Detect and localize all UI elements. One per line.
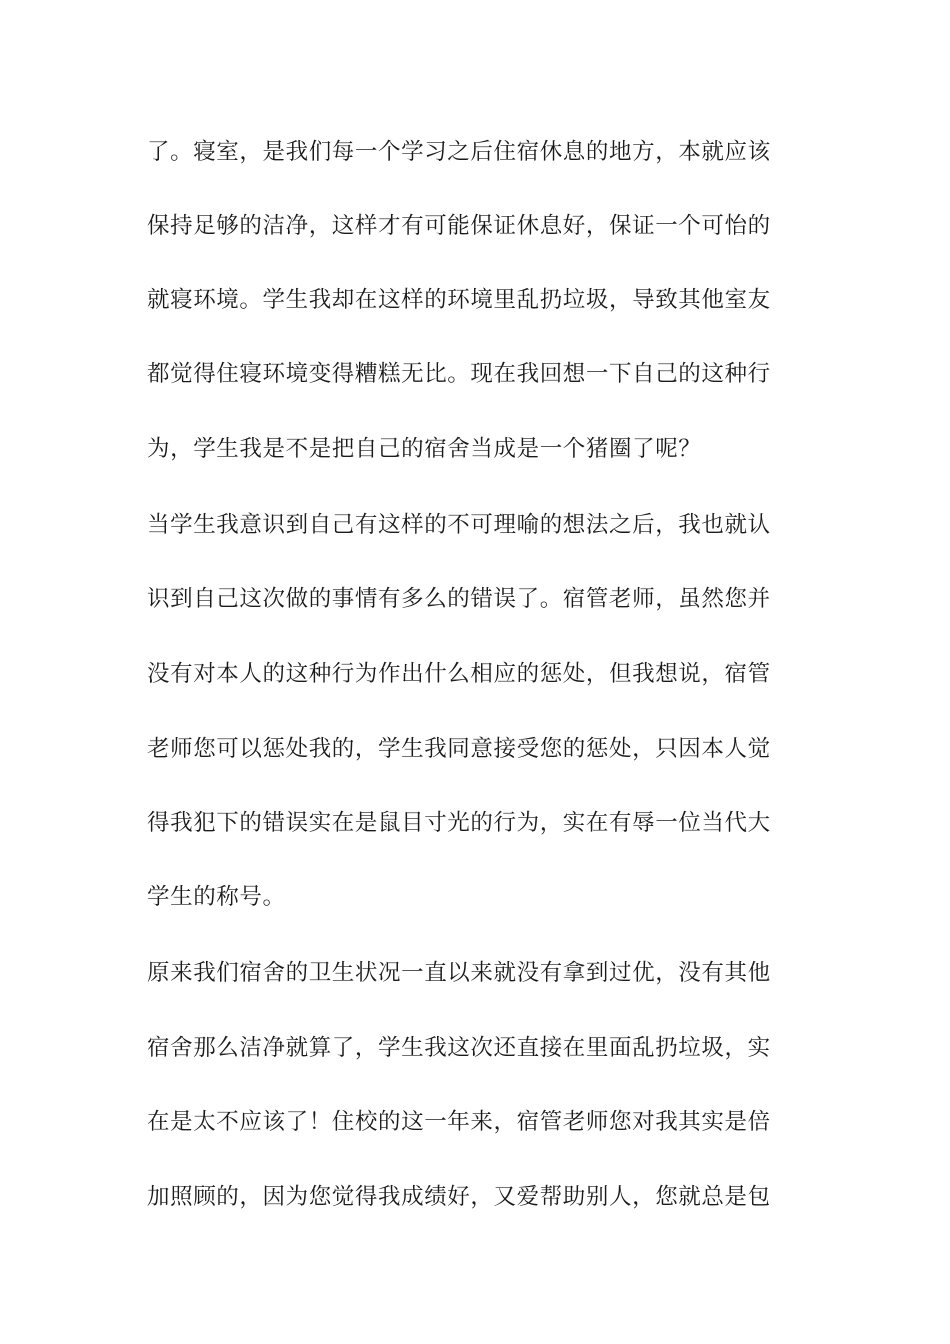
text-line: 老师您可以惩处我的，学生我同意接受您的惩处，只因本人觉	[147, 736, 771, 762]
text-line: 保持足够的洁净，这样才有可能保证休息好，保证一个可怡的	[147, 213, 771, 239]
text-line: 在是太不应该了！住校的这一年来，宿管老师您对我其实是倍	[147, 1109, 771, 1135]
text-line: 识到自己这次做的事情有多么的错误了。宿管老师，虽然您并	[147, 586, 771, 612]
text-line: 了。寝室，是我们每一个学习之后住宿休息的地方，本就应该	[147, 139, 771, 165]
text-line: 原来我们宿舍的卫生状况一直以来就没有拿到过优，没有其他	[147, 960, 771, 986]
text-line: 宿舍那么洁净就算了，学生我这次还直接在里面乱扔垃圾，实	[147, 1035, 771, 1061]
text-line: 为，学生我是不是把自己的宿舍当成是一个猪圈了呢？	[147, 436, 702, 462]
text-line: 学生的称号。	[147, 884, 286, 910]
text-line: 当学生我意识到自己有这样的不可理喻的想法之后，我也就认	[147, 512, 771, 538]
text-line: 就寝环境。学生我却在这样的环境里乱扔垃圾，导致其他室友	[147, 287, 771, 313]
text-line: 没有对本人的这种行为作出什么相应的惩处，但我想说，宿管	[147, 661, 771, 687]
text-line: 得我犯下的错误实在是鼠目寸光的行为，实在有辱一位当代大	[147, 810, 771, 836]
text-line: 都觉得住寝环境变得糟糕无比。现在我回想一下自己的这种行	[147, 361, 771, 387]
text-line: 加照顾的，因为您觉得我成绩好，又爱帮助别人，您就总是包	[147, 1184, 771, 1210]
